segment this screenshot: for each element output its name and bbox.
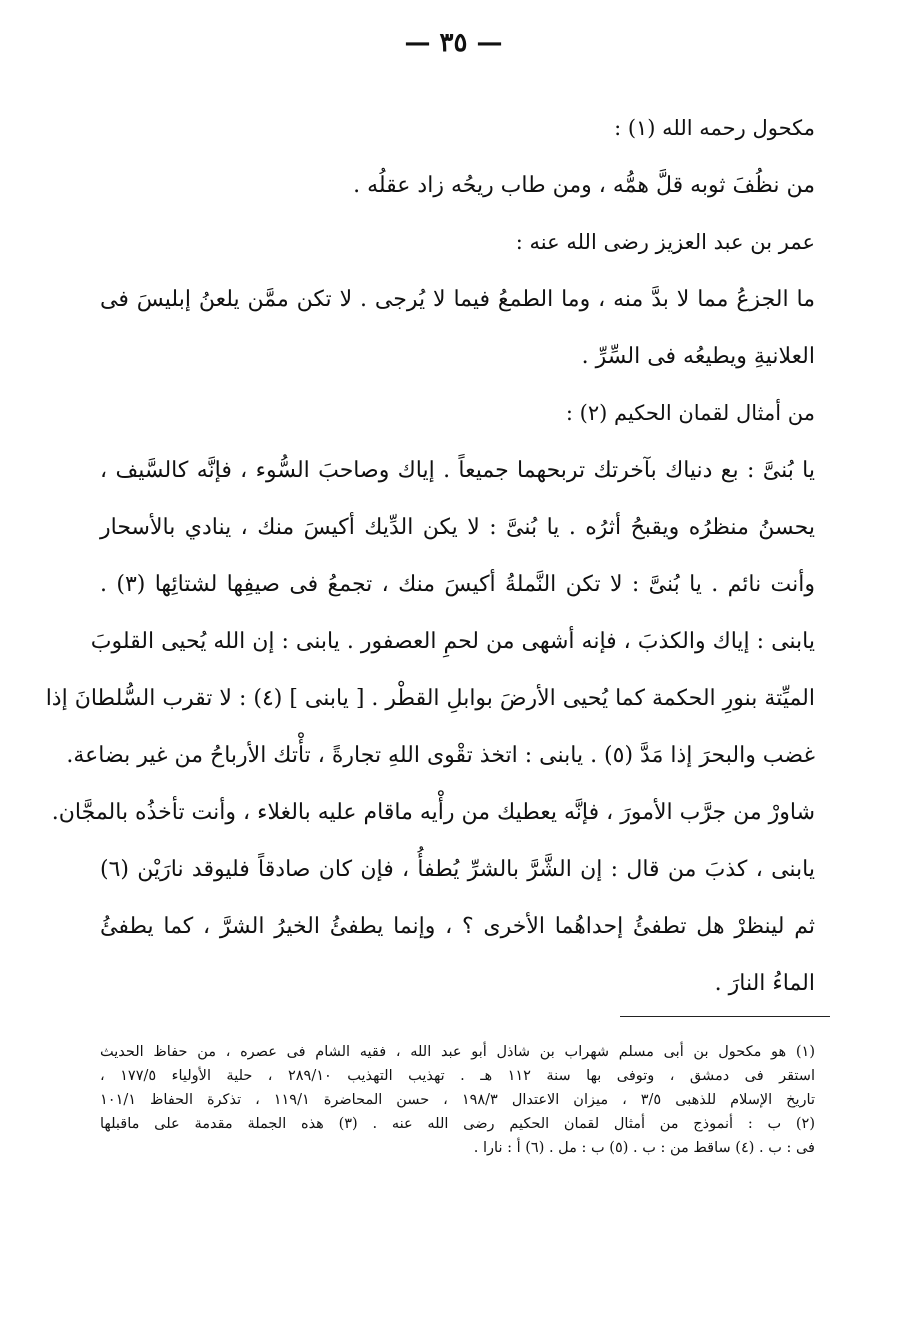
footnotes-block	[100, 1040, 815, 1160]
footnote-line: (١) هو مكحول بن أبى مسلم شهراب بن شاذل أبو عبد الله ، فقيه الشام فى عصره ، من حفاظ الحديث	[100, 1044, 815, 1060]
page-number: — ٣٥ —	[404, 28, 503, 58]
heading-luqman: من أمثال لقمان الحكيم (٢) :	[565, 401, 815, 425]
heading-umar: عمر بن عبد العزيز رضى الله عنه :	[515, 230, 815, 254]
text-line: الميِّتة بنورِ الحكمة كما يُحيى الأرضَ بوابلِ القطْر . [ يابنى ] (٤) : لا تقرب السُّلطانَ إذا	[45, 686, 815, 711]
text-line: ثم لينظرْ هل تطفئُ إحداهُما الأخرى ؟ ، وإنما يطفئُ الخيرُ الشرَّ ، كما يطفئُ	[100, 914, 815, 939]
text-line: يابنى : إياك والكذبَ ، فإنه أشهى من لحمِ العصفور . يابنى : إن الله يُحيى القلوبَ	[90, 629, 815, 654]
footnote-line: فى : ب . (٤) ساقط من : ب . (٥) ب : مل . (٦) أ : نارا .	[473, 1140, 815, 1156]
footnote-divider	[620, 1016, 830, 1017]
text-line: يا بُنىَّ : بع دنياك بآخرتك تربحهما جميعاً . إياك وصاحبَ السُّوء ، فإنَّه كالسَّيف ،	[100, 458, 815, 483]
text-line: ما الجزعُ مما لا بدَّ منه ، وما الطمعُ فيما لا يُرجى . لا تكن ممَّن يلعنُ إبليسَ فى	[100, 287, 815, 312]
text-line: وأنت نائم . يا بُنىَّ : لا تكن النَّملةُ أكيسَ منك ، تجمعُ فى صيفِها لشتائِها (٣) .	[100, 572, 816, 597]
text-line: من نظُفَ ثوبه قلَّ همُّه ، ومن طاب ريحُه زاد عقلُه .	[353, 173, 815, 198]
text-line: العلانيةِ ويطيعُه فى السِّرِّ .	[581, 344, 815, 369]
text-line: غضب والبحرَ إذا مَدَّ (٥) . يابنى : اتخذ تقْوى اللهِ تجارةً ، تأْتك الأرباحُ من غير بضاعة.	[66, 743, 815, 768]
heading-makhul: مكحول رحمه الله (١) :	[614, 116, 815, 140]
text-line: يحسنُ منظرُه ويقبحُ أثرُه . يا بُنىَّ : لا يكن الدِّيك أكيسَ منك ، ينادي بالأسحار	[100, 515, 815, 540]
footnote-line: استقر فى دمشق ، وتوفى بها سنة ١١٢ هـ . تهذيب التهذيب ٢٨٩/١٠ ، حلية الأولياء ١٧٧/٥ ،	[100, 1068, 815, 1084]
text-line: الماءُ النارَ .	[714, 971, 815, 996]
main-text-block	[45, 100, 816, 1012]
footnote-line: تاريخ الإسلام للذهبى ٣/٥ ، ميزان الاعتدال ١٩٨/٣ ، حسن المحاضرة ١١٩/١ ، تذكرة الحفاظ ١٠١/١	[100, 1092, 815, 1108]
footnote-line: (٢) ب : أنموذج من أمثال لقمان الحكيم رضى الله عنه . (٣) هذه الجملة مقدمة على ماقبلها	[100, 1116, 815, 1132]
text-line: يابنى ، كذبَ من قال : إن الشَّرَّ بالشرِّ يُطفأُ ، فإن كان صادقاً فليوقد نارَيْن (٦)	[100, 857, 815, 882]
text-line: شاورْ من جرَّب الأمورَ ، فإنَّه يعطيك من رأْيه ماقام عليه بالغلاء ، وأنت تأخذُه بالمجَّان.	[51, 800, 815, 825]
